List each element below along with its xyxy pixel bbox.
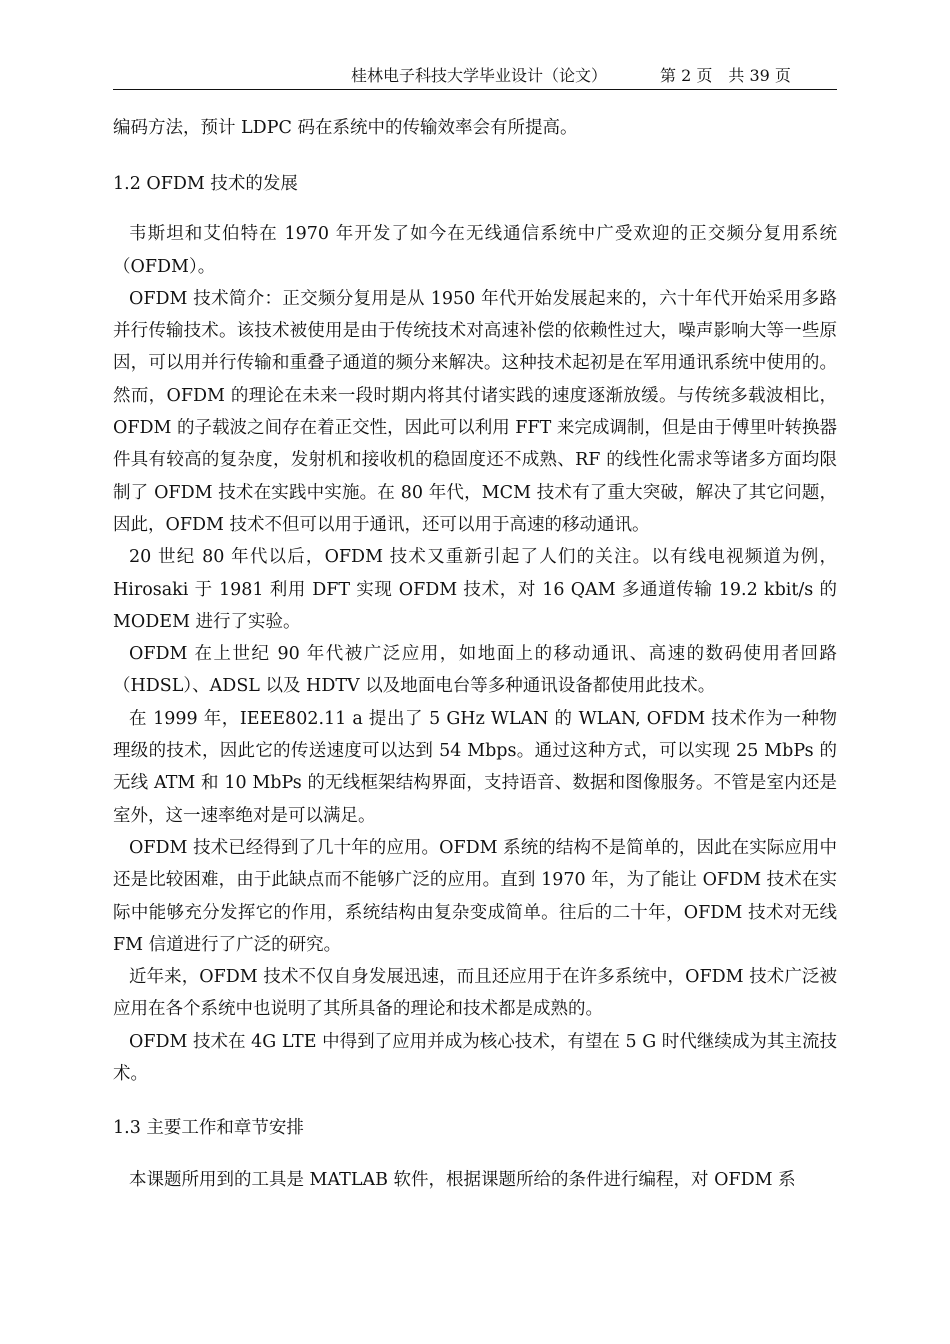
paragraph: OFDM 技术简介：正交频分复用是从 1950 年代开始发展起来的，六十年代开始采用多路并行传输技术。该技术被使用是由于传统技术对高速补偿的依赖性过大，噪声影响大等一些原因，可以用并行传输和重叠子通道的频分来解决。这种技术起初是在军用通讯系统中使用的。然而，OFDM 的理论在未来一段时期内将其付诸实践的速度逐渐放缓。与传统多载波相比，OFDM 的子载波之间存在着正交性，因此可以利用 FFT 来完成调制，但是由于傅里叶转换器件具有较高的复杂度，发射机和接收机的稳固度还不成熟、RF 的线性化需求等诸多方面均限制了 OFDM 技术在实践中实施。在 80 年代，MCM 技术有了重大突破，解决了其它问题，因此，OFDM 技术不但可以用于通讯，还可以用于高速的移动通讯。 xyxy=(113,288,837,535)
paragraph: OFDM 技术在 4G LTE 中得到了应用并成为核心技术，有望在 5 G 时代继续成为其主流技术。 xyxy=(113,1031,837,1085)
paragraph: OFDM 在上世纪 90 年代被广泛应用，如地面上的移动通讯、高速的数码使用者回路（HDSL）、ADSL 以及 HDTV 以及地面电台等多种通讯设备都使用此技术。 xyxy=(113,644,837,697)
paragraph: OFDM 技术已经得到了几十年的应用。OFDM 系统的结构不是简单的，因此在实际应用中还是比较困难，由于此缺点而不能够广泛的应用。直到 1970 年，为了能让 OFDM 技术在实际中能够充分发挥它的作用，系统结构由复杂变成简单。往后的二十年，OFDM 技术对无线 FM 信道进行了广泛的研究。 xyxy=(113,837,837,955)
section-heading-1-2: 1.2 OFDM 技术的发展 xyxy=(113,174,298,195)
header-page-info: 第 2 页 共 39 页 xyxy=(660,66,791,85)
paragraph: 近年来，OFDM 技术不仅自身发展迅速，而且还应用于在许多系统中，OFDM 技术广泛被应用在各个系统中也说明了其所具备的理论和技术都是成熟的。 xyxy=(113,967,837,1020)
paragraph: 20 世纪 80 年代以后，OFDM 技术又重新引起了人们的关注。以有线电视频道为例，Hirosaki 于 1981 利用 DFT 实现 OFDM 技术，对 16 QAM 多通道传输 19.2 kbit/s 的 MODEM 进行了实验。 xyxy=(113,547,837,632)
paragraph: 韦斯坦和艾伯特在 1970 年开发了如今在无线通信系统中广受欢迎的正交频分复用系统（OFDM）。 xyxy=(113,224,837,277)
page-body xyxy=(113,112,837,1197)
paragraph-continuation: 编码方法，预计 LDPC 码在系统中的传输效率会有所提高。 xyxy=(113,118,578,138)
paragraph: 本课题所用到的工具是 MATLAB 软件，根据课题所给的条件进行编程，对 OFDM 系 xyxy=(129,1170,796,1191)
header-title: 桂林电子科技大学毕业设计（论文） xyxy=(350,66,607,85)
header-rule xyxy=(113,89,837,90)
section-heading-1-3: 1.3 主要工作和章节安排 xyxy=(113,1118,304,1139)
paragraph: 在 1999 年，IEEE802.11 a 提出了 5 GHz WLAN 的 WLAN, OFDM 技术作为一种物理级的技术，因此它的传送速度可以达到 54 Mbps。通过这种方式，可以实现 25 MbPs 的无线 ATM 和 10 MbPs 的无线框架结构界面，支持语音、数据和图像服务。不管是室内还是室外，这一速率绝对是可以满足。 xyxy=(113,708,837,826)
